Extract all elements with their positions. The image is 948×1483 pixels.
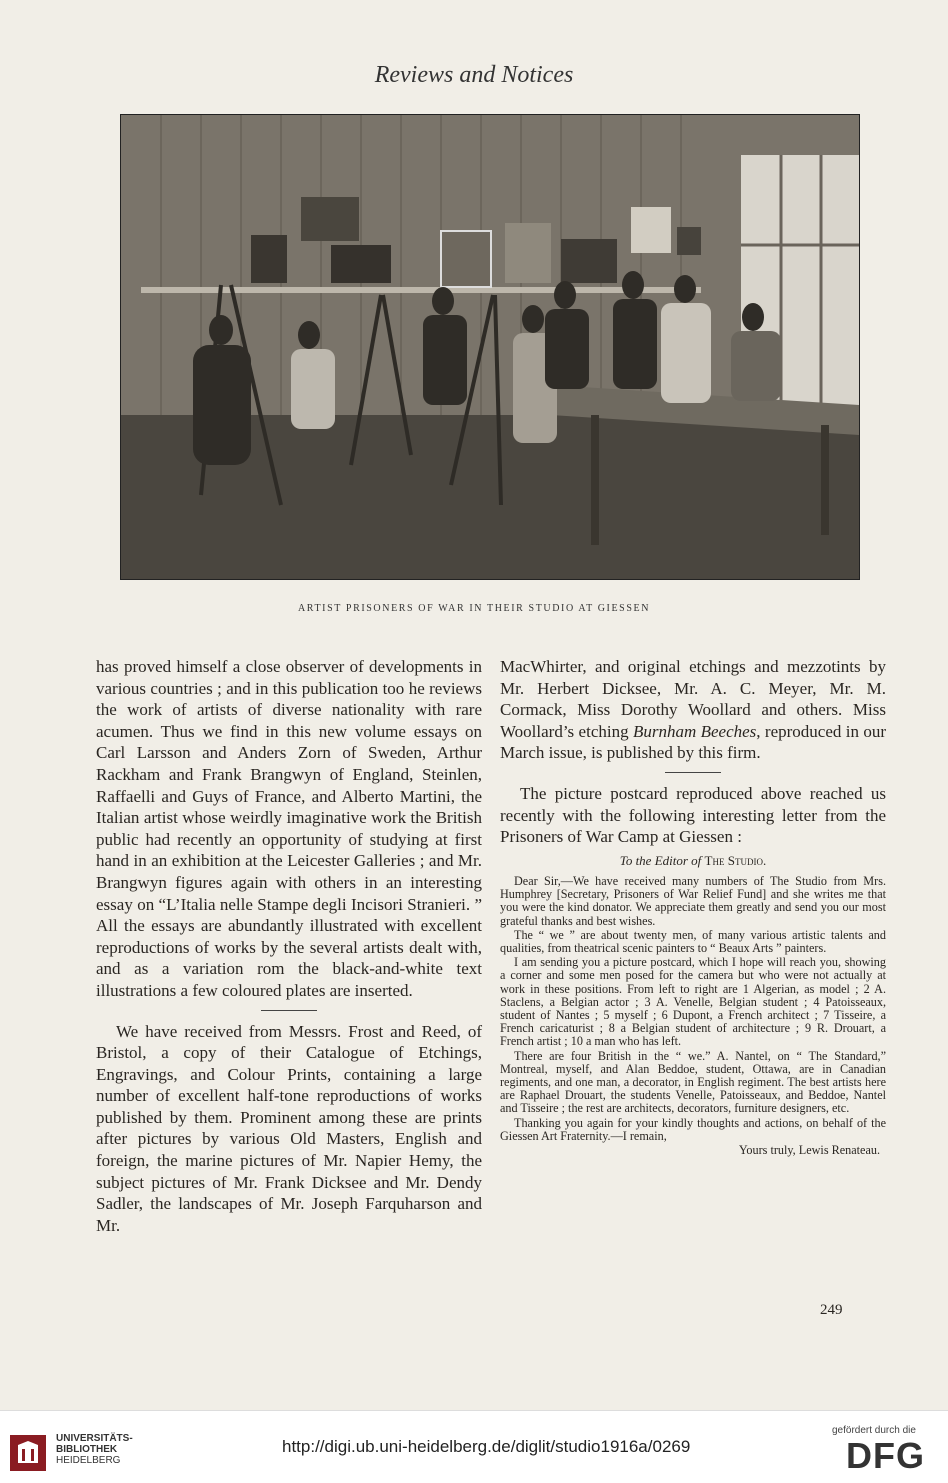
library-name-line-1: UNIVERSITÄTS-	[56, 1433, 133, 1444]
letter-paragraph-3: I am sending you a picture postcard, which I hope will reach you, showing a corner and some men posed for the camera but who were not actually at work in these positions. From left to right are 1 Algerian, as model ; 2 A. Staclens, a Belgian actor ; 3 A. Venelle, Belgian student ; 4 Patoisseaux, student of Nantes ; 5 myself ; 6 Dupont, a French architect ; 7 Tisseire, a French caricaturist ; 8 a Belgian student of architecture ; 9 R. Drouart, a French artist ; 10 a man who has left.	[500, 955, 886, 1049]
right-paragraph-1-text-a: MacWhirter, and original etchings and mezzotints by Mr. Herbert Dicksee, Mr. A. C. Meyer, Mr. M. Cormack, Miss Dorothy Woollard and others. Miss Woollard’s etching	[500, 657, 886, 741]
running-header: Reviews and Notices	[374, 62, 574, 88]
letter-signature: Yours truly, Lewis Renateau.	[738, 1143, 880, 1158]
etching-title: Burnham Beeches	[632, 721, 757, 741]
right-paragraph-1-text-b: , reproduced in our March issue, is published by this firm.	[500, 721, 886, 763]
left-paragraph-2: We have received from Messrs. Frost and Reed, of Bristol, a copy of their Catalogue of Etchings, Engravings, and Colour Prints, containing a large number of excellent half-tone reproductions of works published by them. Prominent among these are prints after pictures by various Old Masters, English and foreign, the marine pictures of Mr. Napier Hemy, the subject pictures of Mr. Frank Dicksee and Mr. Dendy Sadler, the landscapes of Mr. Joseph Farquharson and Mr.	[96, 1021, 482, 1235]
letter-paragraph-1: Dear Sir,—We have received many numbers of The Studio from Mrs. Humphrey [Secretary, Prisoners of War Relief Fund] and she writes me that you were the kind donator. We appreciate them greatly and send you our most grateful thanks and best wishes.	[500, 873, 886, 928]
library-name-line-3: HEIDELBERG	[56, 1455, 121, 1466]
left-column	[96, 656, 482, 1236]
dfg-logo: DFG	[846, 1435, 925, 1476]
letter-paragraph-4: There are four British in the “ we.” A. Nantel, on “ The Standard,” Montreal, myself, and Alan Beddoe, student, Ottawa, are in Canadian regiments, and one man, a decorator, in English regiment. The best artists here are Raphael Drouart, the students Venelle, Patoisseaux, and Beddoe, Nantel and Tisseire ; the rest are architects, decorators, furniture designers, etc.	[500, 1048, 886, 1116]
funding-note: gefördert durch die	[832, 1425, 916, 1436]
right-column	[500, 656, 886, 1158]
digitization-url-link[interactable]: http://digi.ub.uni-heidelberg.de/diglit/studio1916a/0269	[282, 1437, 691, 1456]
letter-paragraph-5: Thanking you again for your kindly thoughts and actions, on behalf of the Giessen Art Fraternity.—I remain,	[500, 1115, 886, 1143]
letter	[500, 854, 886, 1157]
library-name	[56, 1433, 133, 1466]
letter-paragraph-2: The “ we ” are about twenty men, of many various artistic talents and qualities, from theatrical scenic painters to “ Beaux Arts ” painters.	[500, 927, 886, 955]
right-paragraph-1	[500, 656, 886, 764]
page-number: 249	[820, 1302, 843, 1318]
section-divider	[261, 1010, 317, 1011]
letter-to-text: To the Editor of	[619, 852, 705, 868]
digitization-footer	[0, 1410, 948, 1483]
section-divider	[665, 772, 721, 773]
letter-salutation-heading	[500, 854, 886, 867]
left-paragraph-1: has proved himself a close observer of developments in various countries ; and in this publication too he reviews the work of artists of diverse nationality with rare acumen. Thus we find in this new volume essays on Carl Larsson and Anders Zorn of Sweden, Arthur Rackham and Frank Brangwyn of England, Steinlen, Raffaelli and Guys of France, and Alberto Martini, the Italian artist whose weirdly imaginative work the British public had recently an opportunity of studying at first hand in an exhibition at the Leicester Galleries ; and Mr. Brangwyn figures again with others in an interesting essay on “L’Italia nelle Stampe degli Incisori Stranieri. ” All the essays are abundantly illustrated with excellent reproductions of works by the several artists dealt with, and as a variation rom the black-and-white text illustrations a few coloured plates are inserted.	[96, 657, 482, 1000]
university-library-logo-icon	[8, 1433, 48, 1473]
photo-illustration	[121, 115, 859, 579]
letter-to-magazine: The Studio.	[704, 852, 767, 868]
right-paragraph-2: The picture postcard reproduced above reached us recently with the following interesting letter from the Prisoners of War Camp at Giessen :	[500, 783, 886, 847]
studio-photograph	[120, 114, 860, 580]
library-name-line-2: BIBLIOTHEK	[56, 1444, 118, 1455]
photo-caption: ARTIST PRISONERS OF WAR IN THEIR STUDIO AT GIESSEN	[297, 603, 651, 614]
